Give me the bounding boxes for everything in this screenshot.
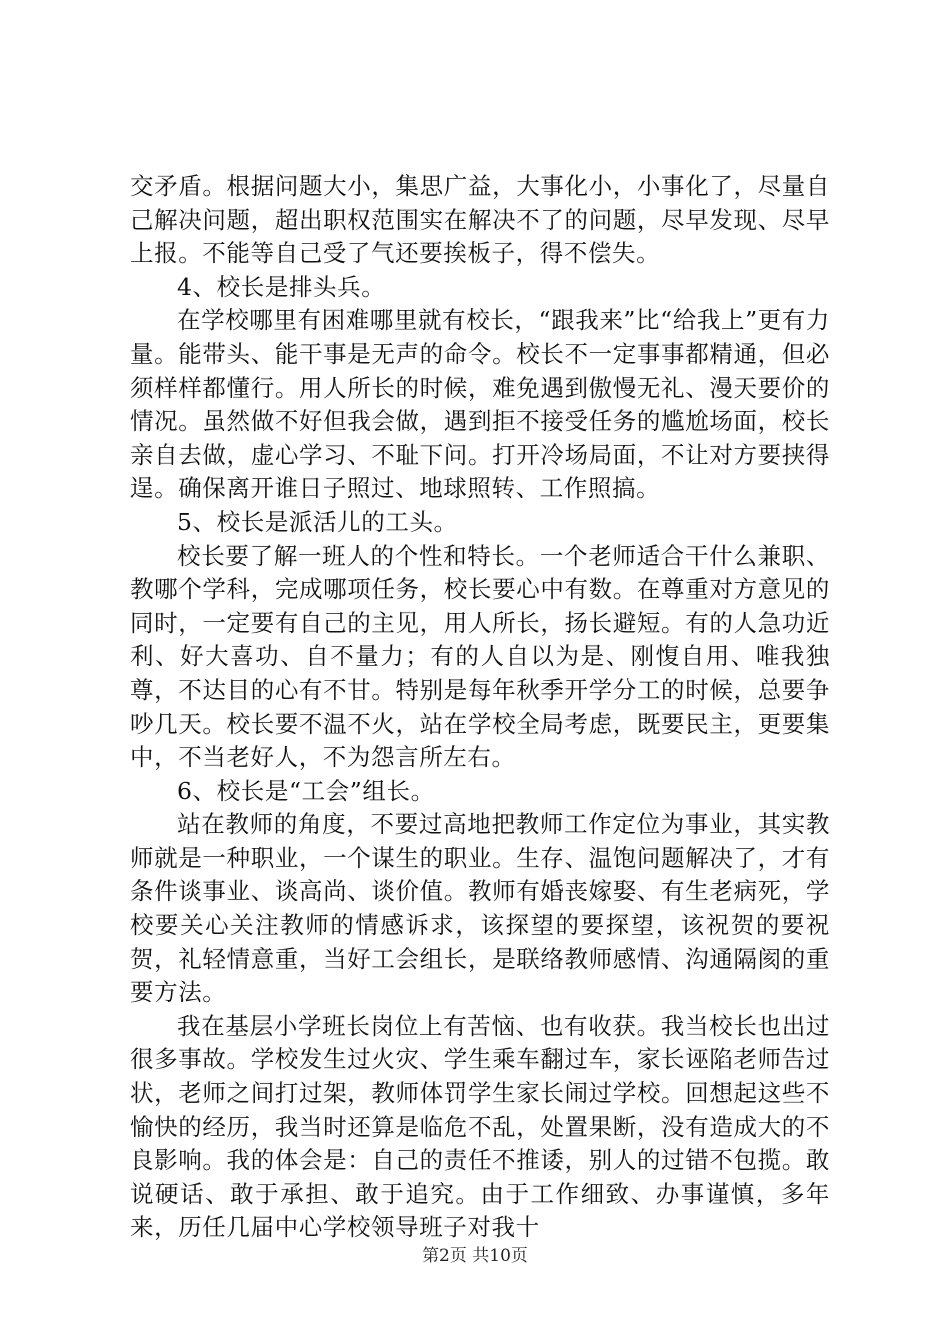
section-heading-6: 6、校长是“工会”组长。 [177, 776, 435, 805]
paragraph-section-4: 在学校哪里有困难哪里就有校长，“跟我来”比“给我上”更有力量。能带头、能干事是无声的命令。校长不一定事事都精通，但必须样样都懂行。用人所长的时候，难免遇到傲慢无礼、漫天要价的情况。虽然做不好但我会做，遇到拒不接受任务的尴尬场面，校长亲自去做，虚心学习、不耻下问。打开冷场局面，不让对方要挟得逞。确保离开谁日子照过、地球照转、工作照搞。 [130, 306, 830, 503]
page-footer [0, 1241, 950, 1266]
page-number-label: 第2页 共10页 [422, 1246, 528, 1266]
paragraph-continuation: 交矛盾。根据问题大小，集思广益，大事化小，小事化了，尽量自己解决问题，超出职权范围实在解决不了的问题，尽早发现、尽早上报。不能等自己受了气还要挨板子，得不偿失。 [130, 172, 830, 268]
document-body [130, 170, 830, 1245]
paragraph-section-6: 站在教师的角度，不要过高地把教师工作定位为事业，其实教师就是一种职业，一个谋生的职业。生存、温饱问题解决了，才有条件谈事业、谈高尚、谈价值。教师有婚丧嫁娶、有生老病死，学校要关心关注教师的情感诉求，该探望的要探望，该祝贺的要祝贺，礼轻情意重，当好工会组长，是联络教师感情、沟通隔阂的重要方法。 [130, 810, 830, 1007]
section-heading-4: 4、校长是排头兵。 [177, 272, 386, 301]
paragraph-section-5: 校长要了解一班人的个性和特长。一个老师适合干什么兼职、教哪个学科，完成哪项任务，校长要心中有数。在尊重对方意见的同时，一定要有自己的主见，用人所长，扬长避短。有的人急功近利、好大喜功、自不量力；有的人自以为是、刚愎自用、唯我独尊，不达目的心有不甘。特别是每年秋季开学分工的时候，总要争吵几天。校长要不温不火，站在学校全局考虑，既要民主，更要集中，不当老好人，不为怨言所左右。 [130, 541, 830, 772]
section-heading-5: 5、校长是派活儿的工头。 [177, 507, 458, 536]
paragraph-reflection: 我在基层小学班长岗位上有苦恼、也有收获。我当校长也出过很多事故。学校发生过火灾、学生乘车翻过车，家长诬陷老师告过状，老师之间打过架，教师体罚学生家长闹过学校。回想起这些不愉快的经历，我当时还算是临危不乱，处置果断，没有造成大的不良影响。我的体会是：自己的责任不推诿，别人的过错不包揽。敢说硬话、敢于承担、敢于追究。由于工作细致、办事谨慎，多年来，历任几届中心学校领导班子对我十 [130, 1011, 830, 1242]
